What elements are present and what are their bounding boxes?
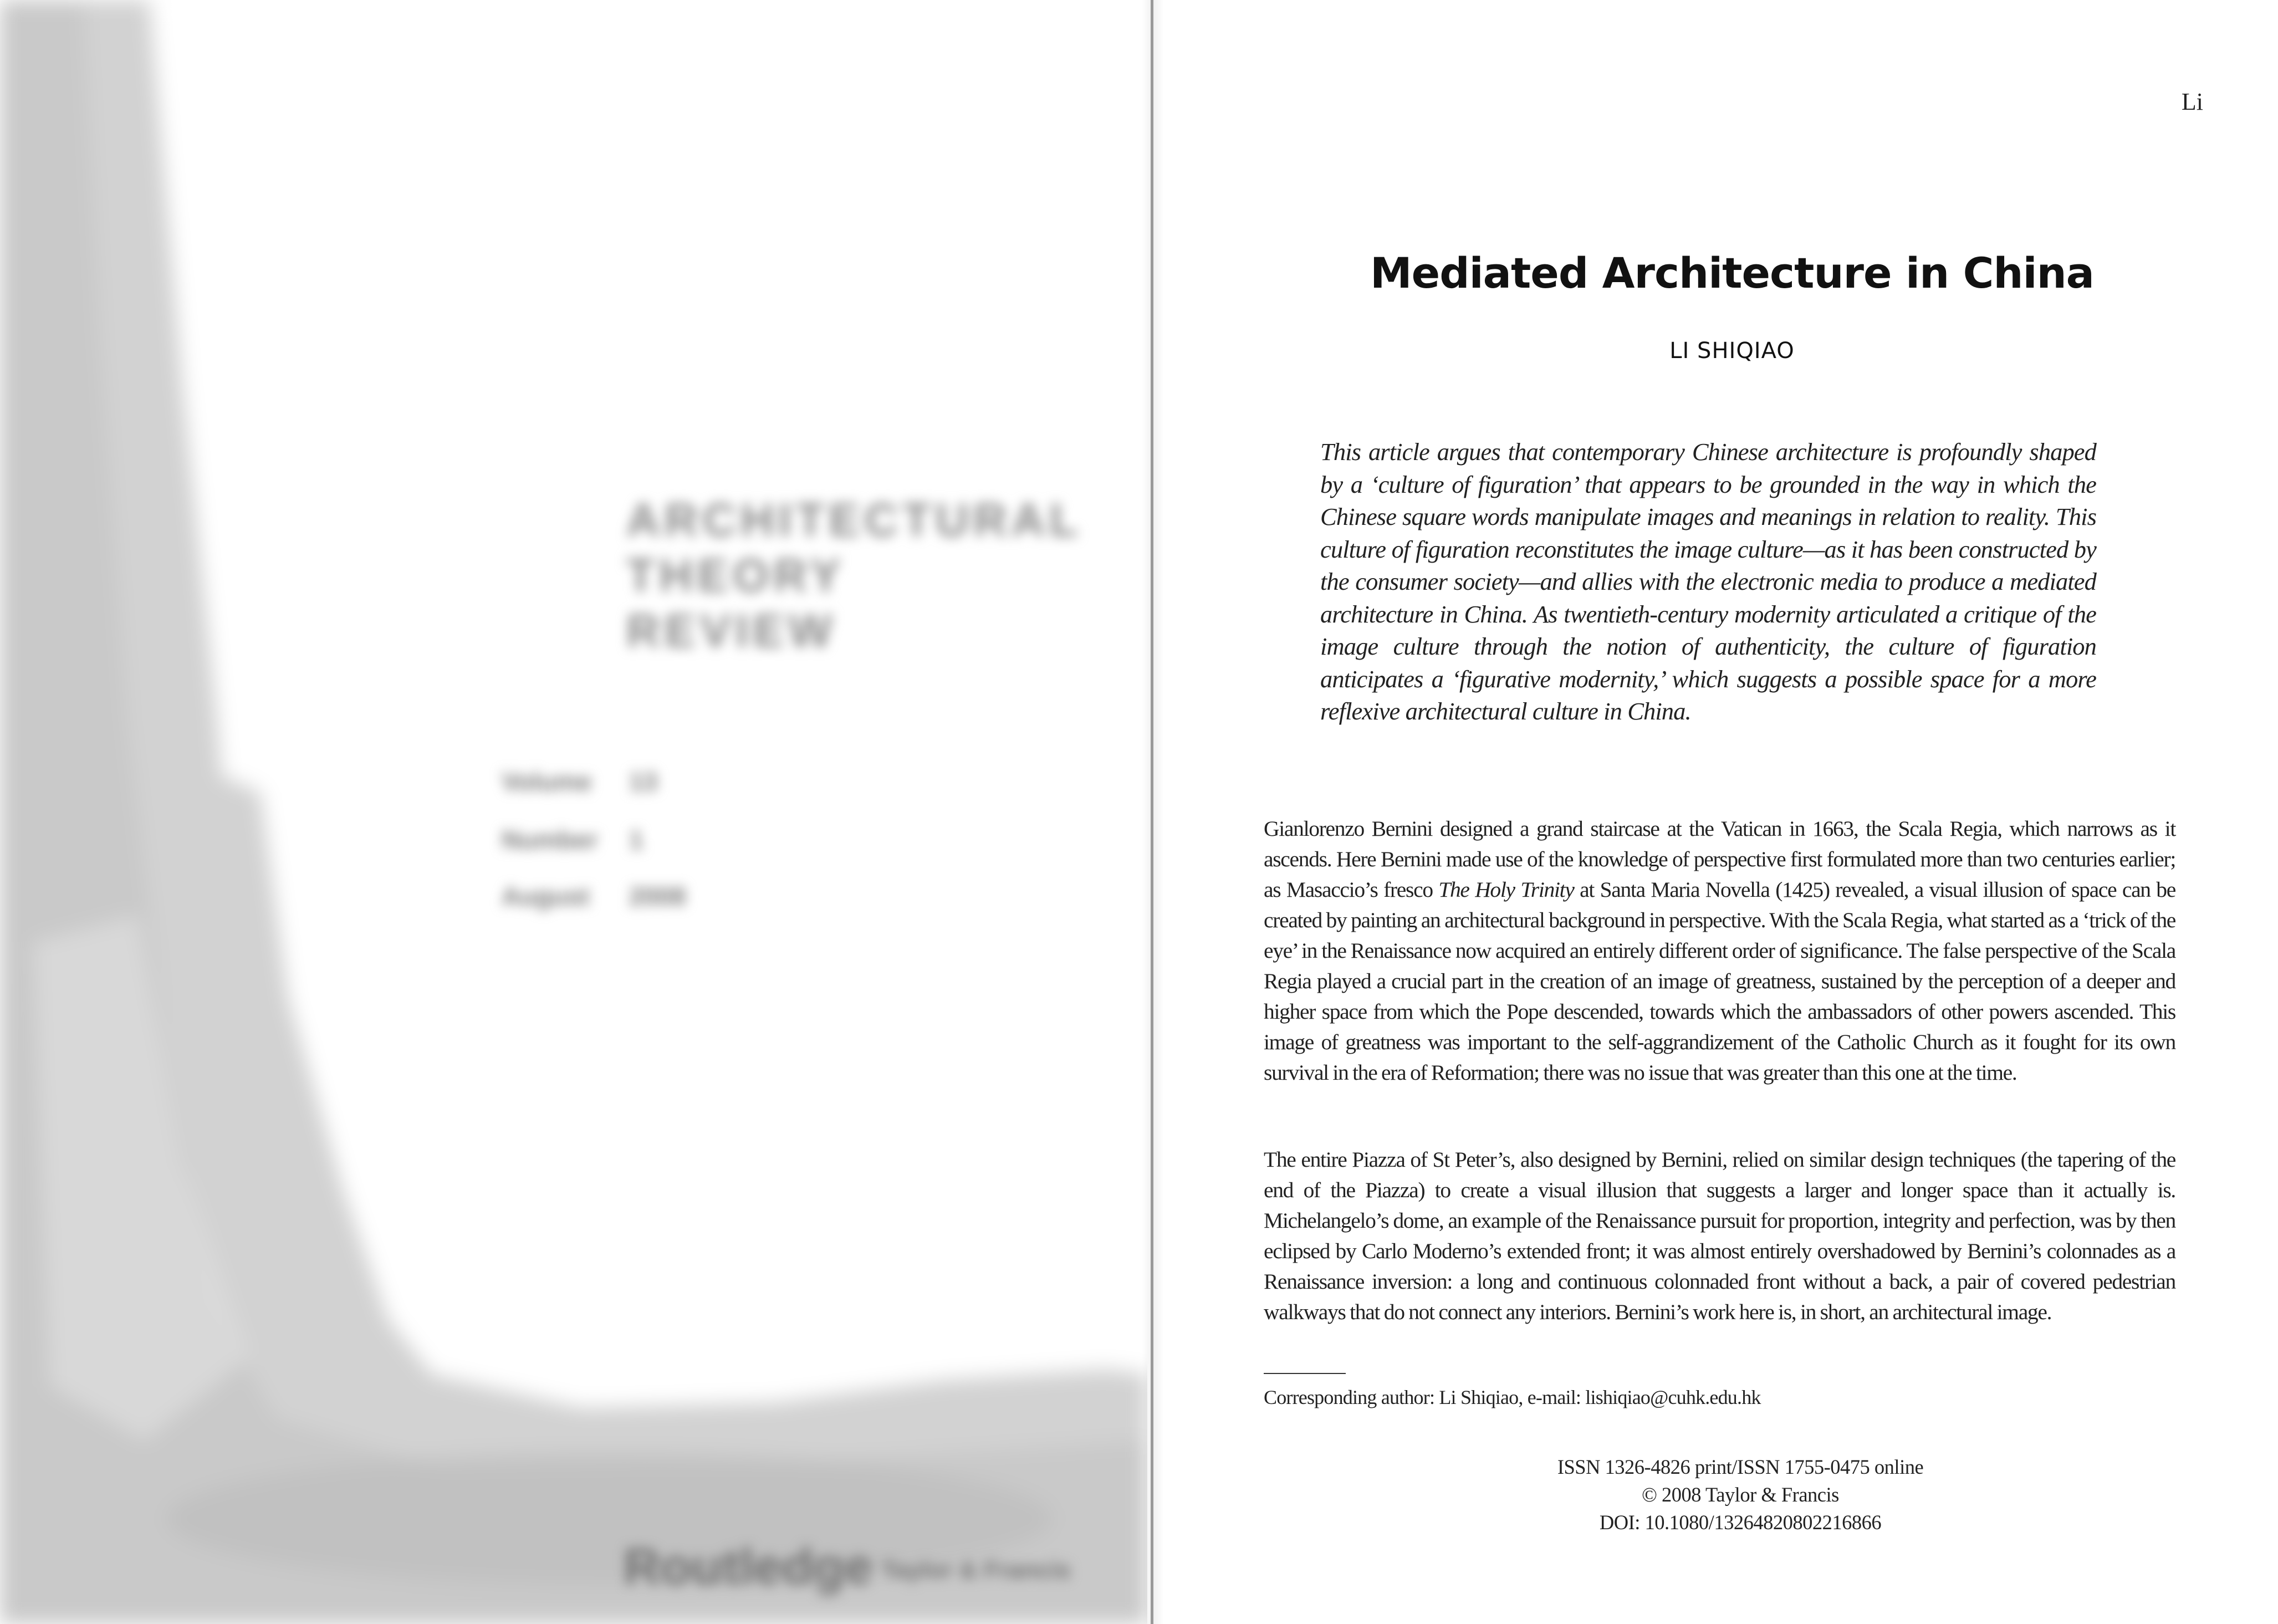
author-name: LI SHIQIAO	[1669, 338, 1795, 364]
meta-value: 13	[629, 767, 658, 796]
meta-label: August	[502, 882, 590, 911]
publisher-name: Taylor & Francis	[881, 1556, 1071, 1584]
footnote-divider	[1264, 1373, 1346, 1374]
publisher-logo: Routledge	[624, 1539, 873, 1595]
cover-title-line: REVIEW	[626, 605, 837, 657]
body-paragraph: The entire Piazza of St Peter’s, also designed by Bernini, relied on similar design techniques (the tapering of the end of the Piazza) to create a visual illusion that suggests a larger and longer space than it actually is. Michelangelo’s dome, an example of the Renaissance pursuit for proportion, integrity and perfection, was by then eclipsed by Carlo Moderno’s extended front; it was almost entirely overshadowed by Bernini’s colonnades as a Renaissance inversion: a long and continuous colonnaded front without a back, a pair of covered pedestrian walkways that do not connect any interiors. Bernini’s work here is, in short, an architectural image.	[1264, 1147, 2175, 1324]
page-gutter	[1151, 0, 1153, 1624]
footnote: Corresponding author: Li Shiqiao, e-mail: lishiqiao@cuhk.edu.hk	[1264, 1386, 1761, 1408]
meta-value: 2008	[629, 882, 686, 911]
imprint-block	[1496, 1453, 1984, 1536]
meta-label: Number	[502, 825, 598, 854]
meta-label: Volume	[502, 767, 592, 796]
paragraph-text: at Santa Maria Novella (1425) revealed, a visual illusion of space can be created by painting an architectural background in perspective. With the Scala Regia, what started as a ‘trick of the eye’ in the Renaissance now acquired an entirely different order of significance. The false perspective of the Scala Regia played a crucial part in the creation of an image of greatness, sustained by the perception of a deeper and higher space from which the Pope descended, towards which the ambassadors of other powers ascended. This image of greatness was important to the self-aggrandizement of the Catholic Church as it fought for its own survival in the era of Reformation; there was no issue that was greater than this one at the time.	[1264, 877, 2175, 1085]
issn-line: ISSN 1326-4826 print/ISSN 1755-0475 online	[1557, 1456, 1924, 1478]
cover-title-line: THEORY	[626, 549, 845, 601]
paragraph-text: Gianlorenzo Bernini designed a grand staircase at the Vatican in 1663, the Scala Regia, which narrows as it ascends. Here Bernini made use of the knowledge of perspective first formulated more than two centuries earlier; as Masaccio’s fresco	[1264, 816, 2175, 902]
copyright-line: © 2008 Taylor & Francis	[1642, 1483, 1839, 1506]
cover-number	[502, 825, 643, 855]
abstract: This article argues that contemporary Chinese architecture is profoundly shaped by a ‘culture of figuration’ that appears to be grounded in the way in which the Chinese square words manipulate images and meanings in relation to reality. This culture of figuration reconstitutes the image culture—as it has been constructed by the consumer society—and allies with the electronic media to produce a mediated architecture in China. As twentieth-century modernity articulated a critique of the image culture through the notion of authenticity, the culture of figuration anticipates a ‘figurative modernity,’ which suggests a possible space for a more reflexive architectural culture in China.	[1320, 438, 2096, 725]
cover-volume	[502, 767, 657, 796]
running-head: Li	[2181, 88, 2203, 115]
article-title: Mediated Architecture in China	[1370, 248, 2094, 298]
doi-line: DOI: 10.1080/13264820802216866	[1599, 1511, 1882, 1534]
cover-date	[502, 881, 686, 911]
cover-title-line: ARCHITECTURAL	[626, 494, 1082, 546]
meta-value: 1	[629, 825, 643, 854]
article-page	[1158, 0, 2278, 1624]
artwork-title: The Holy Trinity	[1438, 877, 1574, 902]
body-paragraph	[1264, 814, 2175, 1088]
